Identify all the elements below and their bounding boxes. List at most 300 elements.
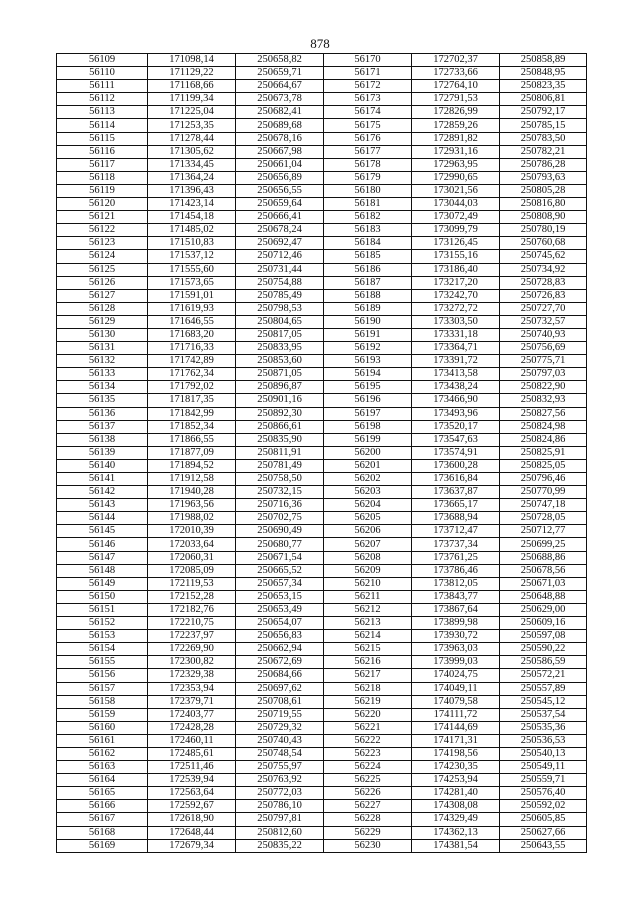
point-number-left-cell: 56128: [57, 302, 148, 315]
point-number-left-cell: 56110: [57, 67, 148, 80]
point-number-left-cell: 56109: [57, 54, 148, 67]
table-row: [57, 459, 587, 472]
x-coordinate-right-cell: 173737,34: [412, 538, 500, 551]
x-coordinate-left-cell: 171762,34: [148, 368, 236, 381]
y-coordinate-left-cell: 250672,69: [236, 656, 324, 669]
x-coordinate-left-cell: 171423,14: [148, 198, 236, 211]
point-number-right-cell: 56179: [324, 171, 412, 184]
y-coordinate-left-cell: 250661,04: [236, 158, 324, 171]
x-coordinate-right-cell: 172891,82: [412, 132, 500, 145]
table-row: [57, 381, 587, 394]
x-coordinate-right-cell: 173126,45: [412, 237, 500, 250]
y-coordinate-left-cell: 250673,78: [236, 93, 324, 106]
table-row: [57, 721, 587, 734]
x-coordinate-right-cell: 173843,77: [412, 590, 500, 603]
point-number-left-cell: 56164: [57, 774, 148, 787]
y-coordinate-right-cell: 250816,80: [500, 198, 587, 211]
point-number-right-cell: 56184: [324, 237, 412, 250]
y-coordinate-right-cell: 250785,15: [500, 119, 587, 132]
point-number-left-cell: 56156: [57, 669, 148, 682]
y-coordinate-left-cell: 250690,49: [236, 525, 324, 538]
table-row: [57, 342, 587, 355]
x-coordinate-left-cell: 172539,94: [148, 774, 236, 787]
table-row: [57, 394, 587, 407]
y-coordinate-left-cell: 250702,75: [236, 512, 324, 525]
point-number-right-cell: 56215: [324, 643, 412, 656]
y-coordinate-right-cell: 250793,63: [500, 171, 587, 184]
point-number-left-cell: 56130: [57, 328, 148, 341]
x-coordinate-left-cell: 172182,76: [148, 603, 236, 616]
x-coordinate-right-cell: 173899,98: [412, 617, 500, 630]
point-number-left-cell: 56135: [57, 394, 148, 407]
point-number-right-cell: 56196: [324, 394, 412, 407]
point-number-right-cell: 56220: [324, 708, 412, 721]
table-row: [57, 119, 587, 132]
y-coordinate-left-cell: 250797,81: [236, 813, 324, 826]
point-number-right-cell: 56186: [324, 263, 412, 276]
x-coordinate-right-cell: 173331,18: [412, 328, 500, 341]
point-number-left-cell: 56148: [57, 564, 148, 577]
point-number-left-cell: 56153: [57, 630, 148, 643]
x-coordinate-left-cell: 171305,62: [148, 145, 236, 158]
x-coordinate-right-cell: 173217,20: [412, 276, 500, 289]
x-coordinate-right-cell: 172990,65: [412, 171, 500, 184]
x-coordinate-right-cell: 173688,94: [412, 512, 500, 525]
x-coordinate-left-cell: 171894,52: [148, 459, 236, 472]
x-coordinate-right-cell: 173099,79: [412, 224, 500, 237]
table-row: [57, 761, 587, 774]
point-number-right-cell: 56214: [324, 630, 412, 643]
y-coordinate-right-cell: 250786,28: [500, 158, 587, 171]
y-coordinate-right-cell: 250747,18: [500, 499, 587, 512]
y-coordinate-left-cell: 250754,88: [236, 276, 324, 289]
point-number-right-cell: 56217: [324, 669, 412, 682]
x-coordinate-left-cell: 171988,02: [148, 512, 236, 525]
y-coordinate-left-cell: 250781,49: [236, 459, 324, 472]
x-coordinate-left-cell: 172403,77: [148, 708, 236, 721]
x-coordinate-left-cell: 171792,02: [148, 381, 236, 394]
point-number-right-cell: 56200: [324, 446, 412, 459]
x-coordinate-right-cell: 173303,50: [412, 315, 500, 328]
y-coordinate-left-cell: 250763,92: [236, 774, 324, 787]
table-row: [57, 826, 587, 839]
x-coordinate-left-cell: 171454,18: [148, 211, 236, 224]
y-coordinate-left-cell: 250656,55: [236, 184, 324, 197]
point-number-left-cell: 56116: [57, 145, 148, 158]
y-coordinate-left-cell: 250901,16: [236, 394, 324, 407]
table-row: [57, 289, 587, 302]
point-number-right-cell: 56194: [324, 368, 412, 381]
y-coordinate-right-cell: 250824,98: [500, 420, 587, 433]
y-coordinate-left-cell: 250678,24: [236, 224, 324, 237]
point-number-left-cell: 56120: [57, 198, 148, 211]
x-coordinate-left-cell: 172119,53: [148, 577, 236, 590]
table-row: [57, 525, 587, 538]
y-coordinate-right-cell: 250848,95: [500, 67, 587, 80]
table-row: [57, 499, 587, 512]
y-coordinate-right-cell: 250545,12: [500, 695, 587, 708]
y-coordinate-left-cell: 250680,77: [236, 538, 324, 551]
point-number-left-cell: 56123: [57, 237, 148, 250]
coordinates-table: [56, 53, 587, 853]
y-coordinate-right-cell: 250537,54: [500, 708, 587, 721]
x-coordinate-right-cell: 173812,05: [412, 577, 500, 590]
y-coordinate-left-cell: 250665,52: [236, 564, 324, 577]
point-number-right-cell: 56182: [324, 211, 412, 224]
point-number-right-cell: 56209: [324, 564, 412, 577]
point-number-right-cell: 56211: [324, 590, 412, 603]
table-row: [57, 813, 587, 826]
y-coordinate-right-cell: 250572,21: [500, 669, 587, 682]
y-coordinate-right-cell: 250712,77: [500, 525, 587, 538]
x-coordinate-right-cell: 172931,16: [412, 145, 500, 158]
y-coordinate-left-cell: 250896,87: [236, 381, 324, 394]
y-coordinate-right-cell: 250536,53: [500, 734, 587, 747]
y-coordinate-right-cell: 250592,02: [500, 800, 587, 813]
y-coordinate-left-cell: 250692,47: [236, 237, 324, 250]
y-coordinate-left-cell: 250833,95: [236, 342, 324, 355]
point-number-left-cell: 56163: [57, 761, 148, 774]
y-coordinate-left-cell: 250664,67: [236, 80, 324, 93]
y-coordinate-right-cell: 250780,19: [500, 224, 587, 237]
x-coordinate-right-cell: 174144,69: [412, 721, 500, 734]
table-row: [57, 158, 587, 171]
point-number-left-cell: 56151: [57, 603, 148, 616]
x-coordinate-right-cell: 173272,72: [412, 302, 500, 315]
table-row: [57, 617, 587, 630]
table-row: [57, 93, 587, 106]
y-coordinate-left-cell: 250671,54: [236, 551, 324, 564]
y-coordinate-right-cell: 250797,03: [500, 368, 587, 381]
x-coordinate-right-cell: 173021,56: [412, 184, 500, 197]
point-number-left-cell: 56124: [57, 250, 148, 263]
point-number-right-cell: 56195: [324, 381, 412, 394]
x-coordinate-right-cell: 173867,64: [412, 603, 500, 616]
table-row: [57, 538, 587, 551]
table-row: [57, 106, 587, 119]
y-coordinate-right-cell: 250559,71: [500, 774, 587, 787]
table-row: [57, 224, 587, 237]
y-coordinate-left-cell: 250811,91: [236, 446, 324, 459]
point-number-right-cell: 56183: [324, 224, 412, 237]
x-coordinate-right-cell: 173574,91: [412, 446, 500, 459]
y-coordinate-right-cell: 250824,86: [500, 433, 587, 446]
table-row: [57, 315, 587, 328]
x-coordinate-left-cell: 172152,28: [148, 590, 236, 603]
table-row: [57, 708, 587, 721]
point-number-right-cell: 56223: [324, 747, 412, 760]
y-coordinate-right-cell: 250783,50: [500, 132, 587, 145]
table-row: [57, 368, 587, 381]
x-coordinate-right-cell: 173413,58: [412, 368, 500, 381]
y-coordinate-left-cell: 250812,60: [236, 826, 324, 839]
y-coordinate-right-cell: 250671,03: [500, 577, 587, 590]
table-row: [57, 198, 587, 211]
y-coordinate-right-cell: 250549,11: [500, 761, 587, 774]
point-number-right-cell: 56173: [324, 93, 412, 106]
y-coordinate-left-cell: 250658,82: [236, 54, 324, 67]
y-coordinate-left-cell: 250817,05: [236, 328, 324, 341]
x-coordinate-right-cell: 173391,72: [412, 355, 500, 368]
x-coordinate-left-cell: 171168,66: [148, 80, 236, 93]
y-coordinate-right-cell: 250827,56: [500, 407, 587, 420]
table-row: [57, 590, 587, 603]
y-coordinate-right-cell: 250590,22: [500, 643, 587, 656]
x-coordinate-left-cell: 172300,82: [148, 656, 236, 669]
y-coordinate-right-cell: 250775,71: [500, 355, 587, 368]
point-number-right-cell: 56222: [324, 734, 412, 747]
y-coordinate-left-cell: 250729,32: [236, 721, 324, 734]
point-number-left-cell: 56111: [57, 80, 148, 93]
y-coordinate-right-cell: 250732,57: [500, 315, 587, 328]
point-number-right-cell: 56225: [324, 774, 412, 787]
x-coordinate-right-cell: 173242,70: [412, 289, 500, 302]
x-coordinate-left-cell: 172428,28: [148, 721, 236, 734]
y-coordinate-right-cell: 250699,25: [500, 538, 587, 551]
y-coordinate-right-cell: 250792,17: [500, 106, 587, 119]
point-number-right-cell: 56227: [324, 800, 412, 813]
y-coordinate-left-cell: 250772,03: [236, 787, 324, 800]
x-coordinate-left-cell: 171852,34: [148, 420, 236, 433]
point-number-left-cell: 56154: [57, 643, 148, 656]
y-coordinate-right-cell: 250740,93: [500, 328, 587, 341]
y-coordinate-left-cell: 250712,46: [236, 250, 324, 263]
point-number-right-cell: 56219: [324, 695, 412, 708]
table-row: [57, 630, 587, 643]
point-number-right-cell: 56172: [324, 80, 412, 93]
x-coordinate-left-cell: 172329,38: [148, 669, 236, 682]
point-number-right-cell: 56205: [324, 512, 412, 525]
table-row: [57, 747, 587, 760]
point-number-left-cell: 56147: [57, 551, 148, 564]
table-row: [57, 577, 587, 590]
x-coordinate-left-cell: 171334,45: [148, 158, 236, 171]
x-coordinate-right-cell: 172764,10: [412, 80, 500, 93]
point-number-right-cell: 56203: [324, 486, 412, 499]
y-coordinate-right-cell: 250796,46: [500, 473, 587, 486]
point-number-left-cell: 56160: [57, 721, 148, 734]
table-row: [57, 564, 587, 577]
y-coordinate-left-cell: 250719,55: [236, 708, 324, 721]
table-row: [57, 80, 587, 93]
y-coordinate-right-cell: 250808,90: [500, 211, 587, 224]
x-coordinate-right-cell: 173761,25: [412, 551, 500, 564]
point-number-left-cell: 56139: [57, 446, 148, 459]
x-coordinate-left-cell: 172085,09: [148, 564, 236, 577]
point-number-left-cell: 56145: [57, 525, 148, 538]
point-number-left-cell: 56144: [57, 512, 148, 525]
point-number-left-cell: 56114: [57, 119, 148, 132]
table-row: [57, 643, 587, 656]
x-coordinate-left-cell: 171940,28: [148, 486, 236, 499]
point-number-right-cell: 56197: [324, 407, 412, 420]
x-coordinate-right-cell: 172826,99: [412, 106, 500, 119]
point-number-left-cell: 56126: [57, 276, 148, 289]
y-coordinate-right-cell: 250629,00: [500, 603, 587, 616]
y-coordinate-left-cell: 250653,49: [236, 603, 324, 616]
point-number-right-cell: 56208: [324, 551, 412, 564]
point-number-right-cell: 56216: [324, 656, 412, 669]
x-coordinate-left-cell: 171591,01: [148, 289, 236, 302]
point-number-right-cell: 56229: [324, 826, 412, 839]
point-number-left-cell: 56122: [57, 224, 148, 237]
x-coordinate-left-cell: 172563,64: [148, 787, 236, 800]
x-coordinate-left-cell: 171555,60: [148, 263, 236, 276]
point-number-left-cell: 56133: [57, 368, 148, 381]
point-number-right-cell: 56204: [324, 499, 412, 512]
y-coordinate-right-cell: 250557,89: [500, 682, 587, 695]
table-row: [57, 54, 587, 67]
table-row: [57, 473, 587, 486]
point-number-left-cell: 56146: [57, 538, 148, 551]
point-number-left-cell: 56168: [57, 826, 148, 839]
y-coordinate-right-cell: 250688,86: [500, 551, 587, 564]
x-coordinate-right-cell: 173364,71: [412, 342, 500, 355]
point-number-left-cell: 56132: [57, 355, 148, 368]
y-coordinate-right-cell: 250727,70: [500, 302, 587, 315]
y-coordinate-left-cell: 250755,97: [236, 761, 324, 774]
x-coordinate-right-cell: 174049,11: [412, 682, 500, 695]
y-coordinate-left-cell: 250716,36: [236, 499, 324, 512]
y-coordinate-right-cell: 250586,59: [500, 656, 587, 669]
point-number-right-cell: 56212: [324, 603, 412, 616]
table-row: [57, 774, 587, 787]
x-coordinate-left-cell: 171716,33: [148, 342, 236, 355]
y-coordinate-left-cell: 250656,83: [236, 630, 324, 643]
x-coordinate-left-cell: 172592,67: [148, 800, 236, 813]
table-row: [57, 512, 587, 525]
x-coordinate-right-cell: 173466,90: [412, 394, 500, 407]
y-coordinate-left-cell: 250732,15: [236, 486, 324, 499]
y-coordinate-right-cell: 250832,93: [500, 394, 587, 407]
y-coordinate-right-cell: 250806,81: [500, 93, 587, 106]
point-number-left-cell: 56134: [57, 381, 148, 394]
x-coordinate-left-cell: 171364,24: [148, 171, 236, 184]
x-coordinate-left-cell: 172060,31: [148, 551, 236, 564]
x-coordinate-right-cell: 174198,56: [412, 747, 500, 760]
point-number-left-cell: 56118: [57, 171, 148, 184]
point-number-left-cell: 56157: [57, 682, 148, 695]
point-number-right-cell: 56177: [324, 145, 412, 158]
y-coordinate-left-cell: 250835,90: [236, 433, 324, 446]
point-number-right-cell: 56180: [324, 184, 412, 197]
x-coordinate-right-cell: 173186,40: [412, 263, 500, 276]
point-number-left-cell: 56155: [57, 656, 148, 669]
table-row: [57, 446, 587, 459]
table-row: [57, 132, 587, 145]
x-coordinate-right-cell: 173600,28: [412, 459, 500, 472]
x-coordinate-right-cell: 173637,87: [412, 486, 500, 499]
table-row: [57, 603, 587, 616]
table-row: [57, 682, 587, 695]
x-coordinate-left-cell: 171537,12: [148, 250, 236, 263]
y-coordinate-left-cell: 250798,53: [236, 302, 324, 315]
x-coordinate-right-cell: 173520,17: [412, 420, 500, 433]
x-coordinate-left-cell: 172618,90: [148, 813, 236, 826]
x-coordinate-right-cell: 172859,26: [412, 119, 500, 132]
point-number-right-cell: 56175: [324, 119, 412, 132]
point-number-left-cell: 56119: [57, 184, 148, 197]
point-number-left-cell: 56152: [57, 617, 148, 630]
y-coordinate-left-cell: 250654,07: [236, 617, 324, 630]
x-coordinate-right-cell: 173072,49: [412, 211, 500, 224]
table-row: [57, 328, 587, 341]
x-coordinate-left-cell: 172485,61: [148, 747, 236, 760]
point-number-right-cell: 56213: [324, 617, 412, 630]
y-coordinate-left-cell: 250871,05: [236, 368, 324, 381]
y-coordinate-left-cell: 250662,94: [236, 643, 324, 656]
x-coordinate-left-cell: 171253,35: [148, 119, 236, 132]
y-coordinate-right-cell: 250726,83: [500, 289, 587, 302]
x-coordinate-right-cell: 174308,08: [412, 800, 500, 813]
point-number-left-cell: 56140: [57, 459, 148, 472]
y-coordinate-right-cell: 250648,88: [500, 590, 587, 603]
x-coordinate-left-cell: 171485,02: [148, 224, 236, 237]
x-coordinate-left-cell: 171683,20: [148, 328, 236, 341]
table-row: [57, 184, 587, 197]
point-number-right-cell: 56202: [324, 473, 412, 486]
y-coordinate-left-cell: 250659,64: [236, 198, 324, 211]
x-coordinate-left-cell: 171225,04: [148, 106, 236, 119]
point-number-right-cell: 56190: [324, 315, 412, 328]
point-number-right-cell: 56191: [324, 328, 412, 341]
point-number-right-cell: 56170: [324, 54, 412, 67]
x-coordinate-left-cell: 172210,75: [148, 617, 236, 630]
x-coordinate-left-cell: 171742,89: [148, 355, 236, 368]
y-coordinate-left-cell: 250653,15: [236, 590, 324, 603]
point-number-right-cell: 56199: [324, 433, 412, 446]
y-coordinate-right-cell: 250643,55: [500, 839, 587, 852]
x-coordinate-left-cell: 171877,09: [148, 446, 236, 459]
table-row: [57, 551, 587, 564]
point-number-left-cell: 56169: [57, 839, 148, 852]
point-number-right-cell: 56201: [324, 459, 412, 472]
point-number-left-cell: 56142: [57, 486, 148, 499]
point-number-left-cell: 56117: [57, 158, 148, 171]
x-coordinate-left-cell: 171573,65: [148, 276, 236, 289]
table-row: [57, 302, 587, 315]
x-coordinate-right-cell: 173963,03: [412, 643, 500, 656]
point-number-right-cell: 56178: [324, 158, 412, 171]
y-coordinate-right-cell: 250782,21: [500, 145, 587, 158]
table-row: [57, 145, 587, 158]
y-coordinate-left-cell: 250740,43: [236, 734, 324, 747]
point-number-right-cell: 56187: [324, 276, 412, 289]
y-coordinate-left-cell: 250853,60: [236, 355, 324, 368]
table-row: [57, 407, 587, 420]
point-number-left-cell: 56167: [57, 813, 148, 826]
table-row: [57, 839, 587, 852]
y-coordinate-right-cell: 250728,05: [500, 512, 587, 525]
y-coordinate-left-cell: 250678,16: [236, 132, 324, 145]
table-row: [57, 250, 587, 263]
y-coordinate-right-cell: 250822,90: [500, 381, 587, 394]
y-coordinate-right-cell: 250609,16: [500, 617, 587, 630]
point-number-left-cell: 56138: [57, 433, 148, 446]
point-number-left-cell: 56125: [57, 263, 148, 276]
x-coordinate-right-cell: 173493,96: [412, 407, 500, 420]
table-row: [57, 695, 587, 708]
table-row: [57, 276, 587, 289]
point-number-right-cell: 56224: [324, 761, 412, 774]
point-number-right-cell: 56206: [324, 525, 412, 538]
point-number-left-cell: 56121: [57, 211, 148, 224]
x-coordinate-left-cell: 172648,44: [148, 826, 236, 839]
point-number-right-cell: 56174: [324, 106, 412, 119]
y-coordinate-left-cell: 250657,34: [236, 577, 324, 590]
y-coordinate-right-cell: 250825,91: [500, 446, 587, 459]
point-number-right-cell: 56230: [324, 839, 412, 852]
